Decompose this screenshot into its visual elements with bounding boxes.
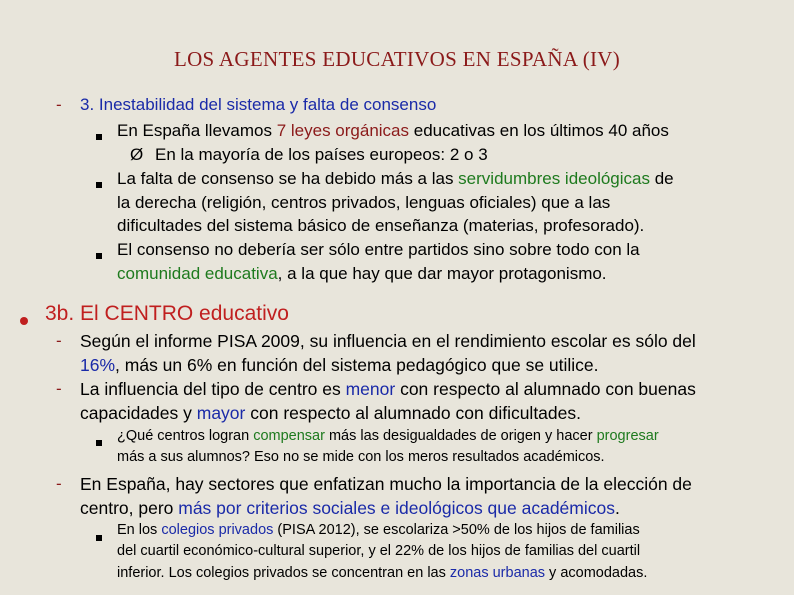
influencia-line1: La influencia del tipo de centro es menor con respecto al alumnado con buenas [80,379,696,399]
dash-marker: - [56,379,62,398]
compensar-line2: más a sus alumnos? Eso no se mide con los meros resultados académicos. [117,449,605,465]
compensar-line1: ¿Qué centros logran compensar más las desigualdades de origen y hacer progresar [117,428,659,444]
influencia-line2: capacidades y mayor con respecto al alumnado con dificultades. [80,403,581,423]
bullet-consenso-line3: dificultades del sistema básico de enseñanza (materias, profesorado). [117,216,645,235]
bullet-partidos-line1: El consenso no debería ser sólo entre partidos sino sobre todo con la [117,240,640,259]
square-bullet-icon [96,246,102,264]
square-bullet-icon [96,528,102,546]
eleccion-line2: centro, pero más por criterios sociales e ideológicos que académicos. [80,498,620,518]
bullet-consenso-line1: La falta de consenso se ha debido más a las servidumbres ideológicas de [117,169,674,188]
section1-heading: 3. Inestabilidad del sistema y falta de consenso [80,95,437,114]
privados-line1: En los colegios privados (PISA 2012), se escolariza >50% de los hijos de familias [117,522,640,538]
bullet-leyes: En España llevamos 7 leyes orgánicas educativas en los últimos 40 años [117,121,669,140]
sub-bullet-europa: En la mayoría de los países europeos: 2 o 3 [155,145,488,164]
pisa-line2: 16%, más un 6% en función del sistema pedagógico que se utilice. [80,355,599,375]
bullet-consenso-line2: la derecha (religión, centros privados, lenguas oficiales) que a las [117,193,611,212]
square-bullet-icon [96,127,102,145]
pisa-line1: Según el informe PISA 2009, su influencia en el rendimiento escolar es sólo del [80,331,696,351]
dash-marker: - [56,331,62,350]
round-bullet-icon [20,312,28,330]
privados-line3: inferior. Los colegios privados se concentran en las zonas urbanas y acomodadas. [117,565,648,581]
privados-line2: del cuartil económico-cultural superior, y el 22% de los hijos de familias del cuartil [117,543,641,559]
square-bullet-icon [96,175,102,193]
bullet-partidos-line2: comunidad educativa, a la que hay que dar mayor protagonismo. [117,264,607,283]
dash-marker: - [56,95,62,114]
square-bullet-icon [96,433,102,451]
dash-marker: - [56,474,62,493]
arrow-bullet-icon: Ø [130,145,144,164]
eleccion-line1: En España, hay sectores que enfatizan mucho la importancia de la elección de [80,474,692,494]
section2-heading: 3b. El CENTRO educativo [45,302,289,325]
slide-title: LOS AGENTES EDUCATIVOS EN ESPAÑA (IV) [173,47,621,71]
